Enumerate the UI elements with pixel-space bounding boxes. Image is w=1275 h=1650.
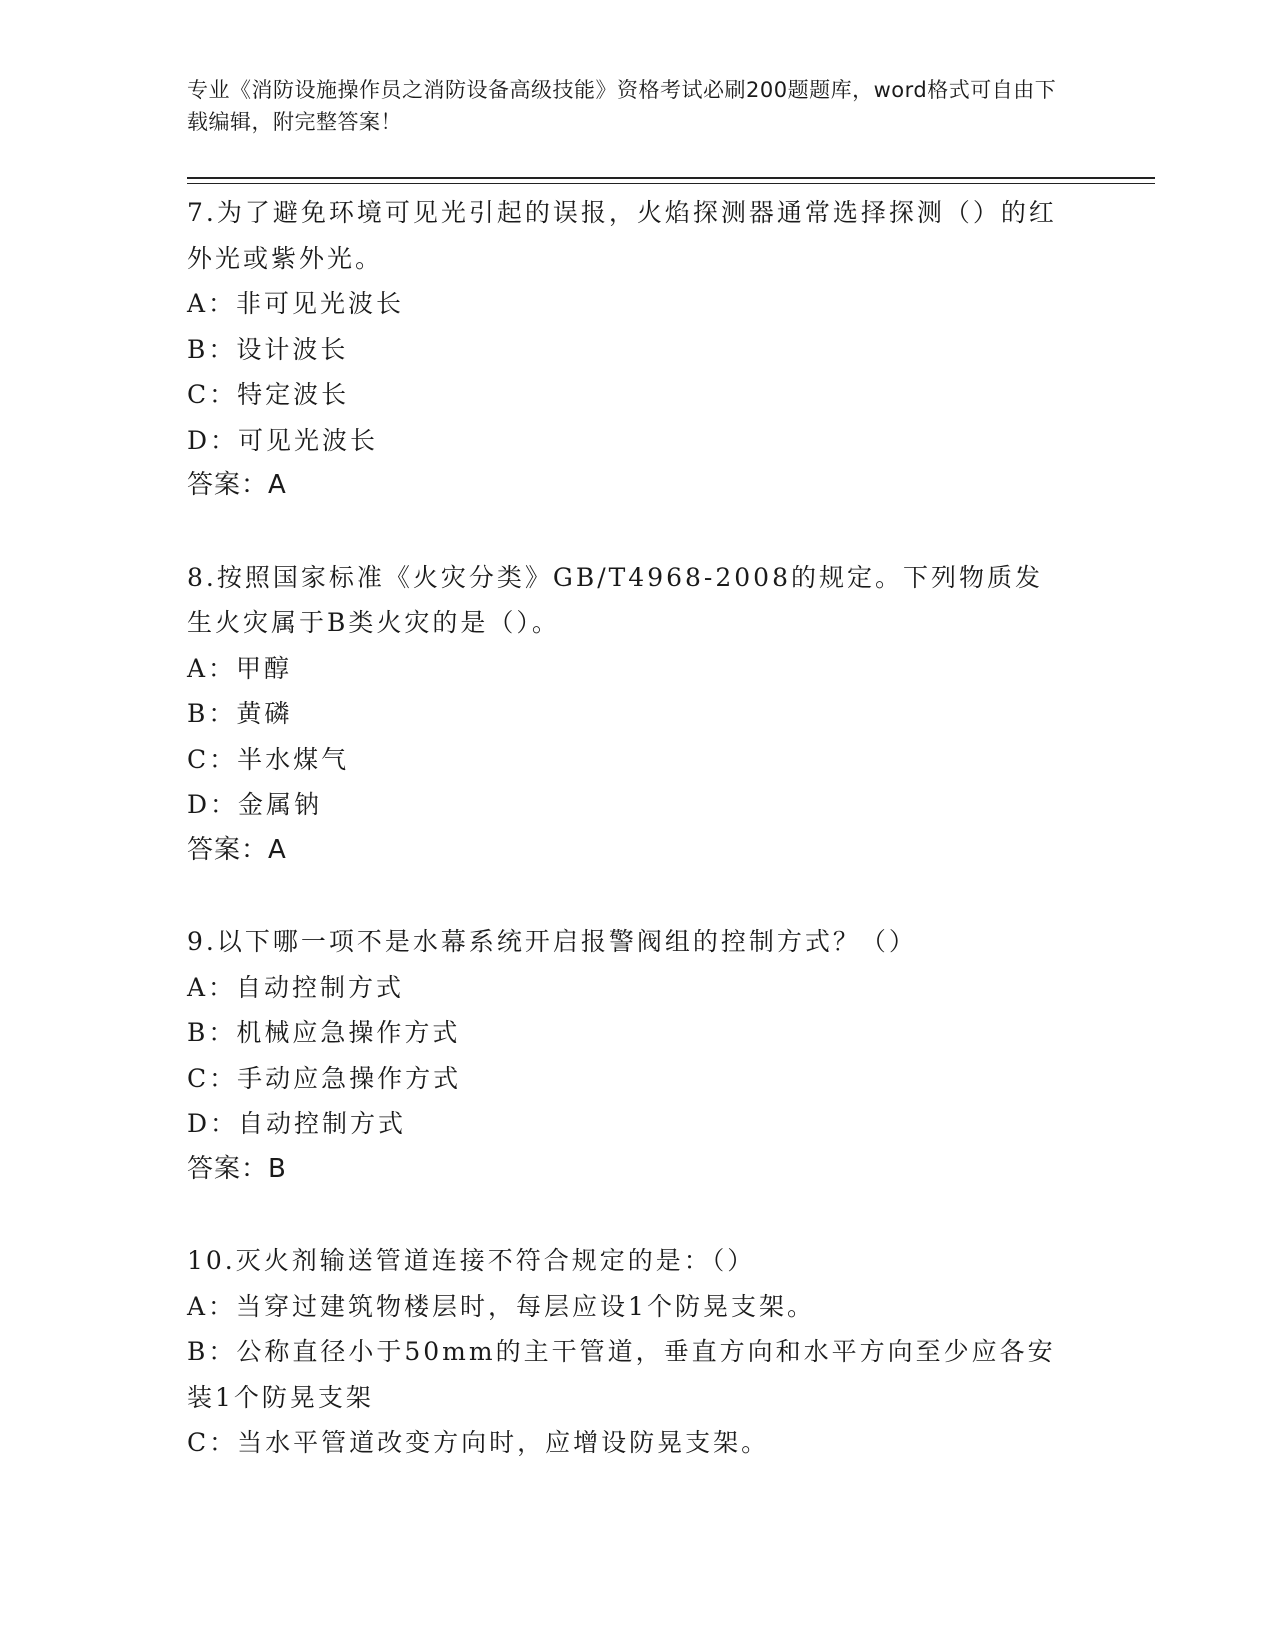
option-a: A：当穿过建筑物楼层时，每层应设1个防晃支架。 <box>187 1291 815 1321</box>
question-9 <box>187 919 1087 1192</box>
option-b: B：设计波长 <box>187 334 349 364</box>
option-a: A：非可见光波长 <box>187 289 405 318</box>
question-stem: 9.以下哪一项不是水幕系统开启报警阀组的控制方式？（） <box>187 927 917 956</box>
question-stem: 10.灭火剂输送管道连接不符合规定的是：（） <box>187 1246 756 1275</box>
option-a: A：自动控制方式 <box>187 972 405 1002</box>
question-stem: 8.按照国家标准《火灾分类》GB/T4968-2008的规定。下列物质发生火灾属于B类火灾的是（）。 <box>187 562 1043 637</box>
option-a: A：甲醇 <box>187 653 293 683</box>
header-rule-thin <box>187 183 1155 184</box>
answer-line: 答案：A <box>187 470 287 500</box>
document-header: 专业《消防设施操作员之消防设备高级技能》资格考试必刷200题题库，word格式可自由下载编辑，附完整答案！ <box>187 78 1057 134</box>
option-b: B：机械应急操作方式 <box>187 1018 461 1047</box>
question-stem: 7.为了避免环境可见光引起的误报，火焰探测器通常选择探测（）的红外光或紫外光。 <box>187 198 1057 273</box>
option-d: D：可见光波长 <box>187 425 379 455</box>
option-b: B：公称直径小于50mm的主干管道，垂直方向和水平方向至少应各安装1个防晃支架 <box>187 1337 1056 1412</box>
option-c: C：当水平管道改变方向时，应增设防晃支架。 <box>187 1428 770 1457</box>
question-8 <box>187 555 1087 874</box>
option-b: B：黄磷 <box>187 699 293 728</box>
answer-line: 答案：B <box>187 1153 287 1184</box>
question-list <box>187 190 1087 1512</box>
option-d: D：金属钠 <box>187 790 323 819</box>
question-10 <box>187 1238 1087 1466</box>
option-c: C：手动应急操作方式 <box>187 1063 462 1093</box>
question-7 <box>187 190 1087 509</box>
answer-line: 答案：A <box>187 834 287 865</box>
header-rule-thick <box>187 177 1155 179</box>
option-c: C：特定波长 <box>187 380 350 409</box>
option-d: D：自动控制方式 <box>187 1109 407 1138</box>
option-c: C：半水煤气 <box>187 744 350 774</box>
